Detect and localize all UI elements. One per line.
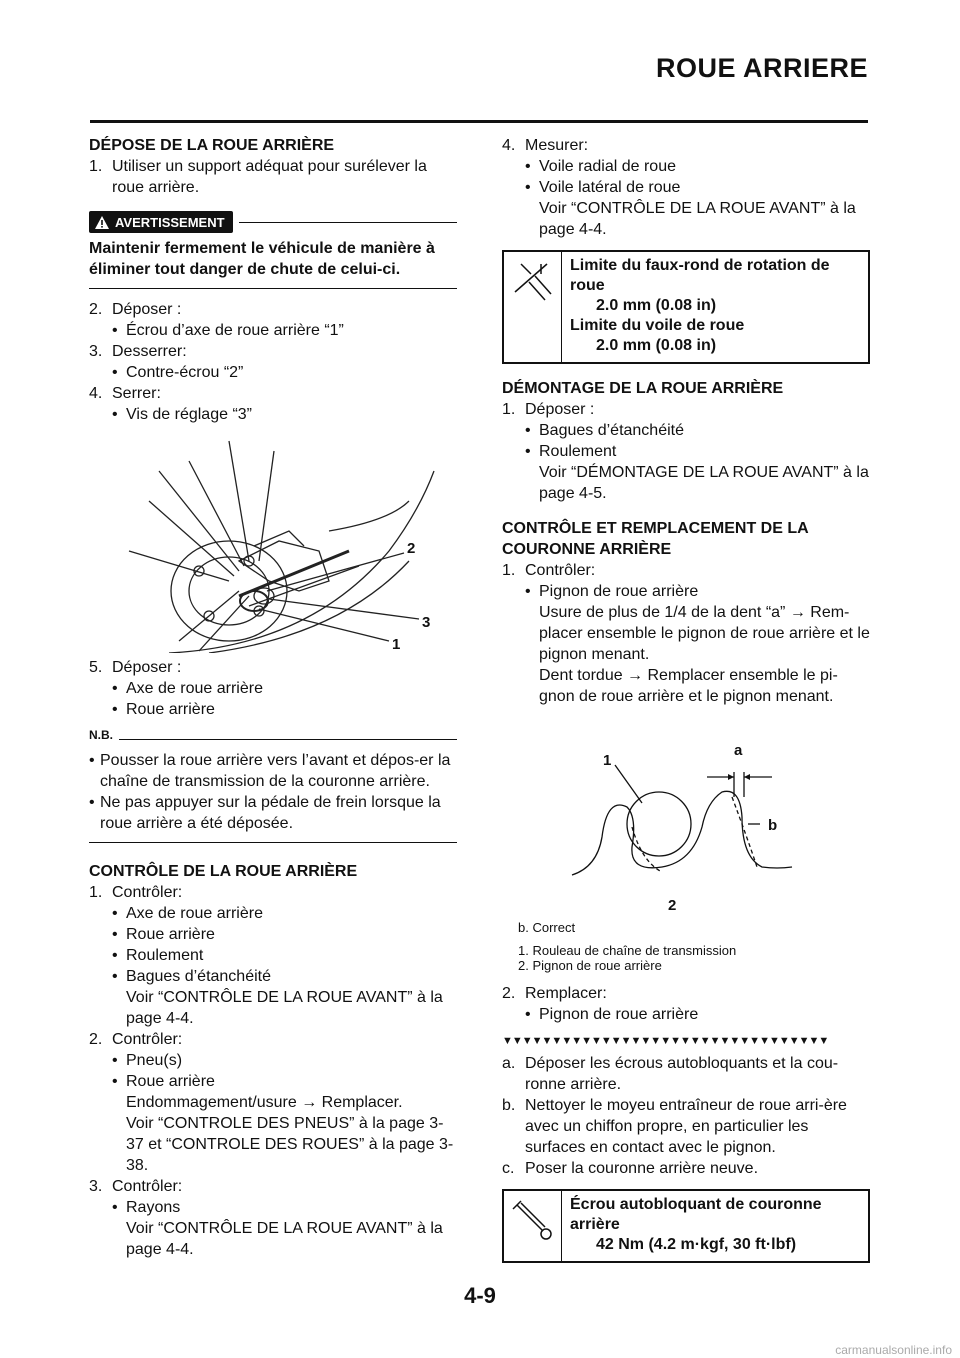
note-body [89,750,457,843]
bullet: • Roue arrière [112,926,215,943]
left-column [89,135,457,1260]
bullet: • Axe de roue arrière [112,680,263,697]
step-1: 1. Utiliser un support adéquat pour surélever la roue arrière. [89,158,427,196]
note-item: • Pousser la roue arrière vers l’avant et dépos-er la chaîne de transmission de la couronne arrière. [89,752,451,790]
figure-label-2: 2 [407,540,416,557]
page-title: ROUE ARRIERE [655,53,868,83]
section-title-couronne: CONTRÔLE ET REMPLACEMENT DE LA COURONNE ARRIÈRE [502,520,809,558]
bullet: • Bagues d’étanchéité [112,968,271,985]
bullet: • Axe de roue arrière [112,905,263,922]
bullet: • Roue arrière [112,701,215,718]
reference-text: Voir “CONTRÔLE DE LA ROUE AVANT” à la page 4-4. [539,200,856,238]
step-2: 2. Remplacer: [502,985,607,1002]
bullet: • Voile latéral de roue [525,179,681,196]
legend-2: 2. Pignon de roue arrière [518,958,662,973]
note-item: • Ne pas appuyer sur la pédale de frein lorsque la roue arrière a été déposée. [89,794,441,832]
rear-axle-illustration [89,431,457,653]
figure-label-1: 1 [392,636,401,653]
note-label: N.B. [89,728,113,742]
spec-box-limits [502,250,870,364]
warning-badge [89,211,233,233]
legend-b: b. Correct [518,920,576,935]
bullet: • Bagues d’étanchéité [525,422,684,439]
sprocket-tooth-diagram [502,717,870,912]
bullet: • Pneu(s) [112,1052,183,1069]
figure-label-1: 1 [603,752,612,769]
figure-label-3: 3 [422,614,431,631]
procedure-start-markers: ▼▼▼▼▼▼▼▼▼▼▼▼▼▼▼▼▼▼▼▼▼▼▼▼▼▼▼▼▼▼▼▼▼ [502,1035,829,1047]
reference-text: Voir “CONTRÔLE DE LA ROUE AVANT” à la page 4-4. [126,1220,443,1258]
figure-rear-axle [89,431,457,653]
bullet: • Rayons [112,1199,181,1216]
bullet: • Roulement [525,443,617,460]
warning-label: AVERTISSEMENT [115,214,225,230]
figure-label-b: b [768,817,778,834]
warning-icon [95,216,109,229]
spec-box-torque [502,1189,870,1263]
spec-title: Écrou autobloquant de couronne arrière [570,1196,822,1233]
bullet: • Pignon de roue arrière [525,583,699,600]
substep-a: a. Déposer les écrous autobloquants et la cou-ronne arrière. [502,1055,839,1093]
figure-label-a: a [734,742,743,759]
page-number: 4-9 [464,1283,496,1308]
reference-text: Voir “CONTROLE DES PNEUS” à la page 3-37 et “CONTROLE DES ROUES” à la page 3-38. [126,1115,454,1174]
footer-watermark: carmanualsonline.info [835,1343,952,1357]
step-1: 1. Contrôler: [89,884,183,901]
warning-header [89,210,457,234]
section-title-controle: CONTRÔLE DE LA ROUE ARRIÈRE [89,863,358,880]
step-3: 3. Desserrer: [89,343,187,360]
spec-value: 42 Nm (4.2 m·kgf, 30 ft·lbf) [596,1236,797,1253]
bullet: • Écrou d’axe de roue arrière “1” [112,322,344,339]
detail-text: Endommagement/usure → Remplacer. [126,1094,403,1111]
detail-text: Usure de plus de 1/4 de la dent “a” → Rem-placer ensemble le pignon de roue arrière et le pignon menant. [539,604,870,663]
bullet: • Roulement [112,947,204,964]
right-column [502,135,870,1263]
detail-text: Dent tordue → Remplacer ensemble le pi-gnon de roue arrière et le pignon menant. [539,667,838,705]
torque-wrench-icon [504,1191,562,1261]
section-title-demontage: DÉMONTAGE DE LA ROUE ARRIÈRE [502,380,784,397]
step-2: 2. Contrôler: [89,1031,183,1048]
step-4: 4. Serrer: [89,385,161,402]
bullet: • Pignon de roue arrière [525,1006,699,1023]
section-title-depose: DÉPOSE DE LA ROUE ARRIÈRE [89,137,335,154]
reference-text: Voir “CONTRÔLE DE LA ROUE AVANT” à la page 4-4. [126,989,443,1027]
bullet: • Vis de réglage “3” [112,406,252,423]
reference-text: Voir “DÉMONTAGE DE LA ROUE AVANT” à la page 4-5. [539,464,869,502]
measure-icon [504,252,562,362]
warning-text: Maintenir fermement le véhicule de manière à éliminer tout danger de chute de celui-ci. [89,238,457,289]
step-4: 4. Mesurer: [502,137,589,154]
bullet: • Voile radial de roue [525,158,676,175]
step-1: 1. Contrôler: [502,562,596,579]
figure-label-2: 2 [668,897,677,912]
spec-title: Limite du voile de roue [570,317,745,334]
substep-c: c. Poser la couronne arrière neuve. [502,1160,759,1177]
figure-sprocket-tooth [502,717,870,912]
legend-1: 1. Rouleau de chaîne de transmission [518,943,737,958]
bullet: • Roue arrière [112,1073,215,1090]
step-5: 5. Déposer : [89,659,182,676]
step-1: 1. Déposer : [502,401,595,418]
step-3: 3. Contrôler: [89,1178,183,1195]
spec-title: Limite du faux-rond de rotation de roue [570,257,830,294]
header-rule [90,120,868,123]
spec-value: 2.0 mm (0.08 in) [596,297,717,314]
substep-b: b. Nettoyer le moyeu entraîneur de roue arri-ère avec un chiffon propre, en particulier les surfaces en contact avec le pignon. [502,1097,847,1156]
bullet: • Contre-écrou “2” [112,364,244,381]
step-2: 2. Déposer : [89,301,182,318]
spec-value: 2.0 mm (0.08 in) [596,337,717,354]
note-header [89,728,457,742]
